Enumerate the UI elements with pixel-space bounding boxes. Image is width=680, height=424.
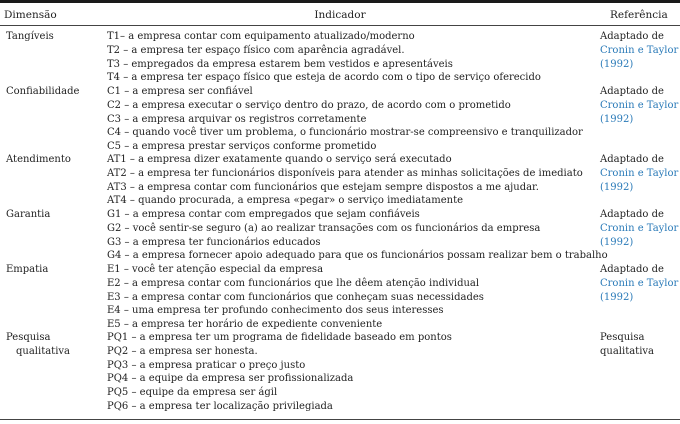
dimension-cell (6, 331, 70, 359)
reference-cell (600, 85, 680, 126)
header-dimension: Dimensão (4, 9, 57, 21)
dimension-label-line2: qualitativa (16, 345, 71, 357)
indicator-item: T3 – empregados da empresa estarem bem vestidos e apresentáveis (107, 58, 453, 70)
reference-link[interactable]: Cronin e Taylor (600, 99, 679, 111)
indicator-cell (107, 153, 597, 208)
indicator-item: C2 – a empresa executar o serviço dentro do prazo, de acordo com o prometido (107, 99, 511, 111)
indicator-item: T2 – a empresa ter espaço físico com aparência agradável. (107, 44, 405, 56)
reference-cell (600, 30, 680, 71)
indicator-item: AT3 – a empresa contar com funcionários que estejam sempre dispostos a me ajudar. (107, 181, 539, 193)
reference-cell (600, 263, 680, 304)
dimension-label: Garantia (6, 209, 51, 220)
indicator-item: PQ5 – equipe da empresa ser ágil (107, 387, 278, 399)
reference-year-link[interactable]: (1992) (600, 236, 634, 248)
reference-cell (600, 153, 680, 194)
reference-text: Adaptado de (600, 264, 664, 275)
dimension-cell (6, 263, 48, 277)
header-indicator: Indicador (314, 9, 366, 21)
indicator-item: G2 – você sentir-se seguro (a) ao realizar transações com os funcionários da empresa (107, 222, 541, 234)
dimension-cell (6, 208, 50, 222)
dimension-label: Pesquisa (6, 332, 51, 343)
reference-text: Adaptado de (600, 209, 664, 220)
reference-year-link[interactable]: (1992) (600, 181, 634, 193)
dimension-label: Confiabilidade (6, 86, 80, 97)
indicator-item: T4 – a empresa ter espaço físico que esteja de acordo com o tipo de serviço oferecido (107, 72, 541, 84)
dimension-label: Atendimento (6, 154, 71, 165)
reference-cell (600, 208, 680, 249)
indicator-cell (107, 30, 597, 85)
table-top-rule (0, 0, 680, 3)
indicator-item: E1 – você ter atenção especial da empresa (107, 264, 324, 275)
reference-text: Adaptado de (600, 86, 664, 97)
reference-text: Adaptado de (600, 154, 664, 165)
indicator-item: C3 – a empresa arquivar os registros corretamente (107, 113, 367, 125)
indicator-item: G3 – a empresa ter funcionários educados (107, 236, 321, 248)
indicator-cell (107, 85, 597, 154)
reference-text: Adaptado de (600, 31, 664, 42)
reference-text-line2: qualitativa (600, 345, 655, 357)
reference-text: Pesquisa (600, 332, 645, 343)
header-rule (0, 25, 680, 26)
indicator-item: PQ6 – a empresa ter localização privilegiada (107, 400, 333, 412)
reference-year-link[interactable]: (1992) (600, 58, 634, 70)
reference-year-link[interactable]: (1992) (600, 291, 634, 303)
indicator-item: E2 – a empresa contar com funcionários que lhe dêem atenção individual (107, 277, 480, 289)
indicator-item: PQ3 – a empresa praticar o preço justo (107, 359, 306, 371)
reference-link[interactable]: Cronin e Taylor (600, 167, 679, 179)
reference-cell (600, 331, 680, 359)
indicator-item: AT2 – a empresa ter funcionários disponíveis para atender as minhas solicitações de imediato (107, 167, 583, 179)
reference-link[interactable]: Cronin e Taylor (600, 277, 679, 289)
indicator-item: PQ2 – a empresa ser honesta. (107, 345, 258, 357)
dimension-cell (6, 85, 79, 99)
indicator-item: T1– a empresa contar com equipamento atualizado/moderno (107, 31, 415, 42)
indicator-item: AT1 – a empresa dizer exatamente quando o serviço será executado (107, 154, 452, 165)
indicator-item: C4 – quando você tiver um problema, o funcionário mostrar-se compreensivo e tranquilizador (107, 127, 583, 139)
indicator-item: E3 – a empresa contar com funcionários que conheçam suas necessidades (107, 291, 484, 303)
dimension-cell (6, 153, 71, 167)
indicator-item: PQ4 – a equipe da empresa ser profissionalizada (107, 373, 354, 385)
dimension-label: Tangíveis (6, 31, 54, 42)
indicator-item: PQ1 – a empresa ter um programa de fidelidade baseado em pontos (107, 332, 452, 343)
table-bottom-rule (0, 419, 680, 420)
reference-year-link[interactable]: (1992) (600, 113, 634, 125)
indicator-item: E5 – a empresa ter horário de expediente conveniente (107, 319, 383, 331)
indicator-cell (107, 331, 597, 414)
dimension-label: Empatia (6, 264, 49, 275)
indicator-cell (107, 208, 608, 263)
indicator-item: C5 – a empresa prestar serviços conforme prometido (107, 141, 377, 153)
indicator-item: G4 – a empresa fornecer apoio adequado para que os funcionários possam realizar bem o trabalho (107, 250, 608, 262)
reference-link[interactable]: Cronin e Taylor (600, 44, 679, 56)
reference-link[interactable]: Cronin e Taylor (600, 222, 679, 234)
indicator-item: G1 – a empresa contar com empregados que sejam confiáveis (107, 209, 420, 220)
header-indicator-wrap (0, 9, 680, 22)
dimension-cell (6, 30, 54, 44)
indicator-item: C1 – a empresa ser confiável (107, 86, 253, 97)
indicator-item: AT4 – quando procurada, a empresa «pegar» o serviço imediatamente (107, 195, 464, 207)
indicator-item: E4 – uma empresa ter profundo conhecimento dos seus interesses (107, 305, 444, 317)
indicator-cell (107, 263, 597, 332)
header-reference: Referência (610, 9, 668, 21)
